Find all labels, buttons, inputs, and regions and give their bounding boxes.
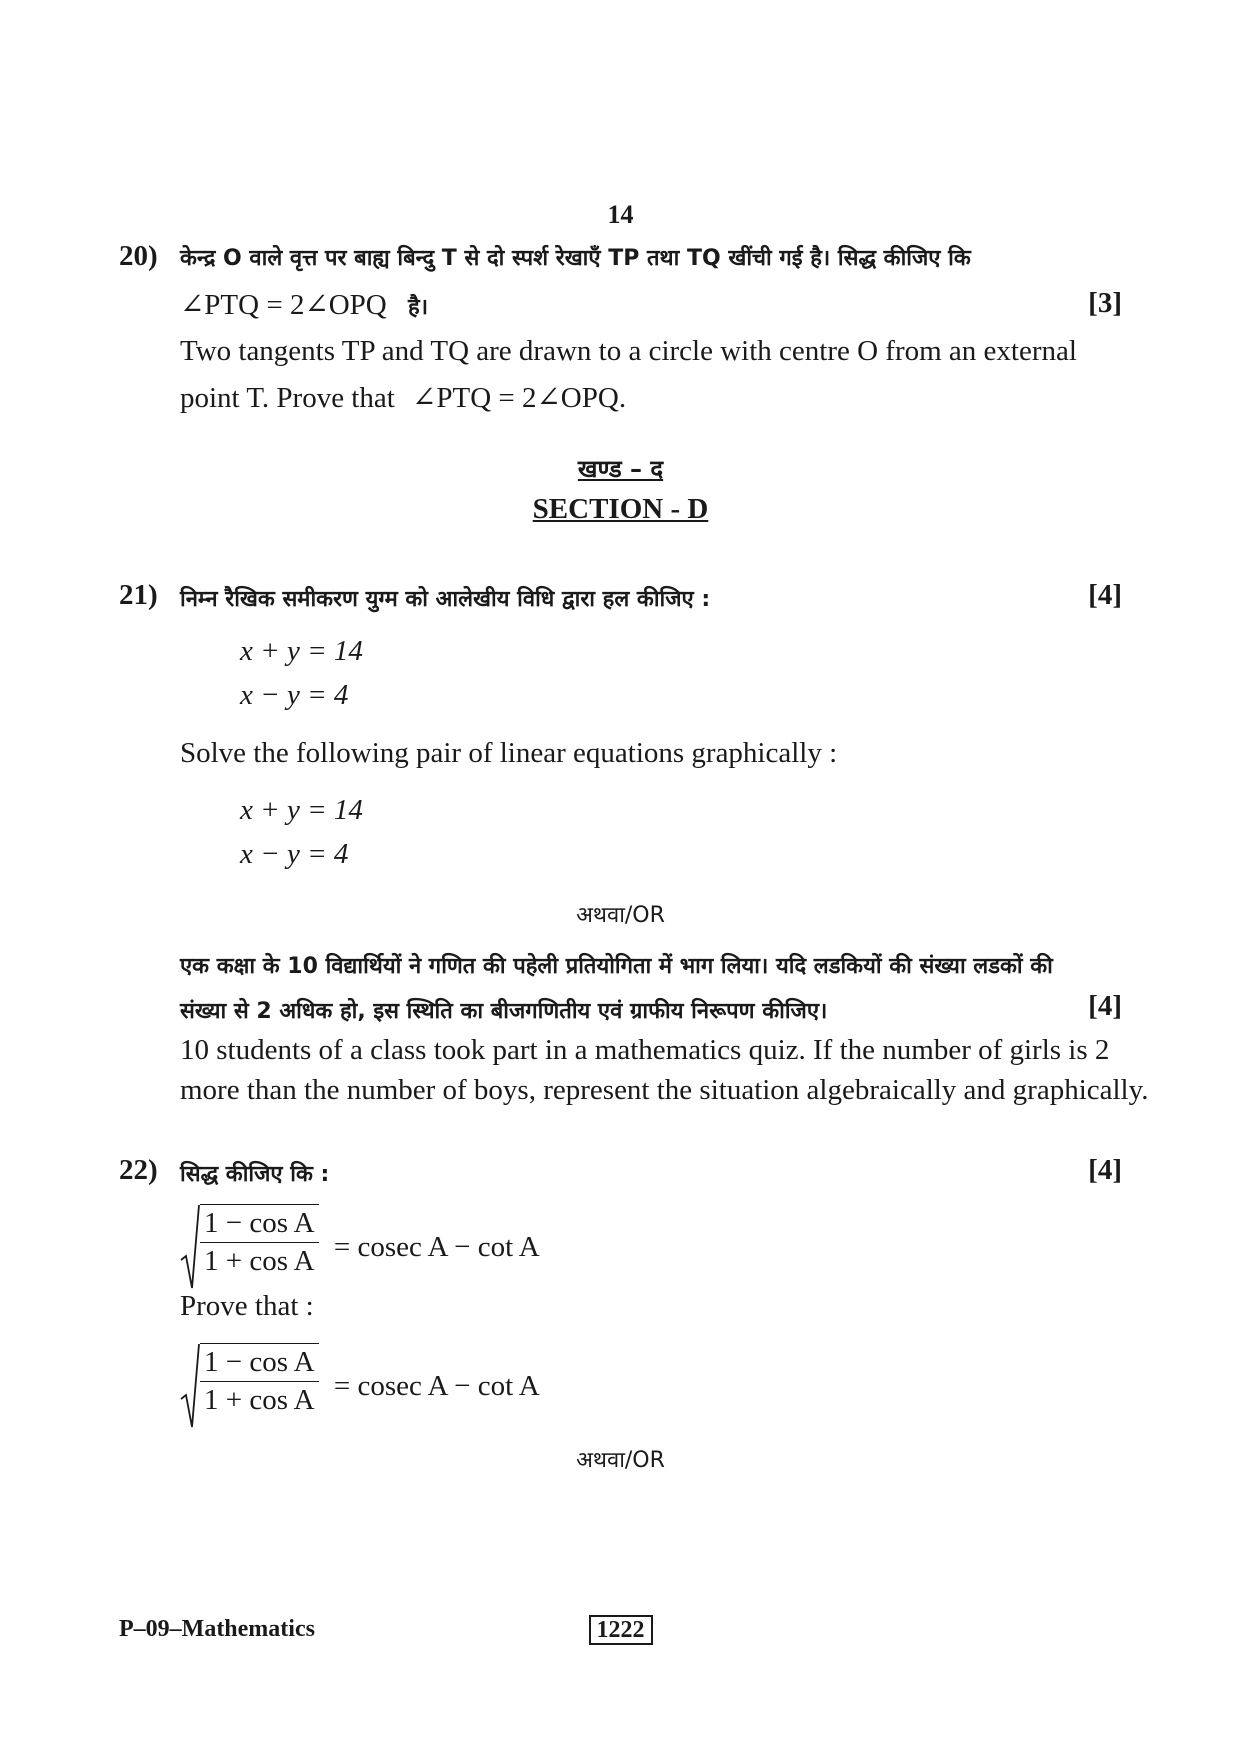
formula: ∠PTQ = 2∠OPQ	[412, 382, 619, 414]
or-separator	[0, 1442, 1241, 1475]
fraction	[200, 1346, 319, 1417]
question-hindi-line	[180, 240, 971, 273]
page-number: 14	[607, 200, 634, 229]
question-number: 20)	[119, 240, 158, 272]
marks: [4]	[1088, 1154, 1122, 1186]
period: .	[618, 382, 627, 414]
radicand	[200, 1204, 319, 1290]
paper-code: P–09–Mathematics	[119, 1616, 315, 1642]
denominator: 1 + cos A	[204, 1245, 315, 1277]
numerator: 1 − cos A	[200, 1346, 319, 1382]
question-hindi-text: सिद्ध कीजिए कि :	[180, 1162, 330, 1187]
alt-english-line: more than the number of boys, represent the situation algebraically and graphically.	[180, 1074, 1149, 1106]
trig-identity	[180, 1343, 540, 1429]
marks: [3]	[1088, 287, 1122, 319]
fraction	[200, 1207, 319, 1278]
question-english-text: Solve the following pair of linear equations graphically :	[180, 737, 838, 769]
question-english-line	[180, 380, 626, 415]
question-hindi-text: केन्द्र O वाले वृत्त पर बाह्य बिन्दु T से दो स्पर्श रेखाएँ TP तथा TQ खींची गई है। सिद्ध कीजिए कि	[180, 246, 971, 271]
numerator: 1 − cos A	[200, 1207, 319, 1243]
equation: x − y = 4	[240, 679, 349, 711]
question-hindi-text: निम्न रैखिक समीकरण युग्म को आलेखीय विधि द्वारा हल कीजिए :	[180, 587, 711, 612]
page-code-box	[0, 1612, 1241, 1645]
rhs: = cosec A − cot A	[333, 1230, 540, 1263]
rhs: = cosec A − cot A	[333, 1369, 540, 1402]
english-text: point T. Prove that	[180, 382, 395, 414]
marks: [4]	[1088, 579, 1122, 611]
question-english-line: Two tangents TP and TQ are drawn to a circle with centre O from an external	[180, 335, 1077, 367]
section-heading-english: SECTION - D	[532, 493, 709, 525]
or-label: अथवा/OR	[576, 1448, 665, 1473]
question-number: 21)	[119, 579, 158, 611]
question-hindi-formula-line	[180, 287, 428, 322]
alt-hindi-line: एक कक्षा के 10 विद्यार्थियों ने गणित की पहेली प्रतियोगिता में भाग लिया। यदि लडकियों की संख्या लडकों की	[180, 954, 1053, 979]
hindi-suffix: है।	[408, 295, 429, 320]
question-english-text: Prove that :	[180, 1290, 314, 1322]
alt-english-line: 10 students of a class took part in a mathematics quiz. If the number of girls is 2	[180, 1034, 1110, 1066]
or-label: अथवा/OR	[576, 903, 665, 928]
radical-sign-icon	[180, 1343, 200, 1429]
question-number: 22)	[119, 1154, 158, 1186]
marks: [4]	[1088, 990, 1122, 1022]
equation: x + y = 14	[240, 794, 363, 826]
denominator: 1 + cos A	[204, 1384, 315, 1416]
equation: x + y = 14	[240, 635, 363, 667]
radicand	[200, 1343, 319, 1429]
page-code: 1222	[589, 1615, 653, 1645]
or-separator	[0, 898, 1241, 929]
square-root	[180, 1343, 319, 1429]
equation: x − y = 4	[240, 838, 349, 870]
section-heading-hindi: खण्ड – द	[577, 455, 664, 483]
square-root	[180, 1204, 319, 1290]
radical-sign-icon	[180, 1204, 200, 1290]
alt-hindi-line: संख्या से 2 अधिक हो, इस स्थिति का बीजगणितीय एवं ग्राफीय निरूपण कीजिए।	[180, 999, 828, 1024]
trig-identity	[180, 1204, 540, 1290]
formula: ∠PTQ = 2∠OPQ	[180, 289, 387, 321]
